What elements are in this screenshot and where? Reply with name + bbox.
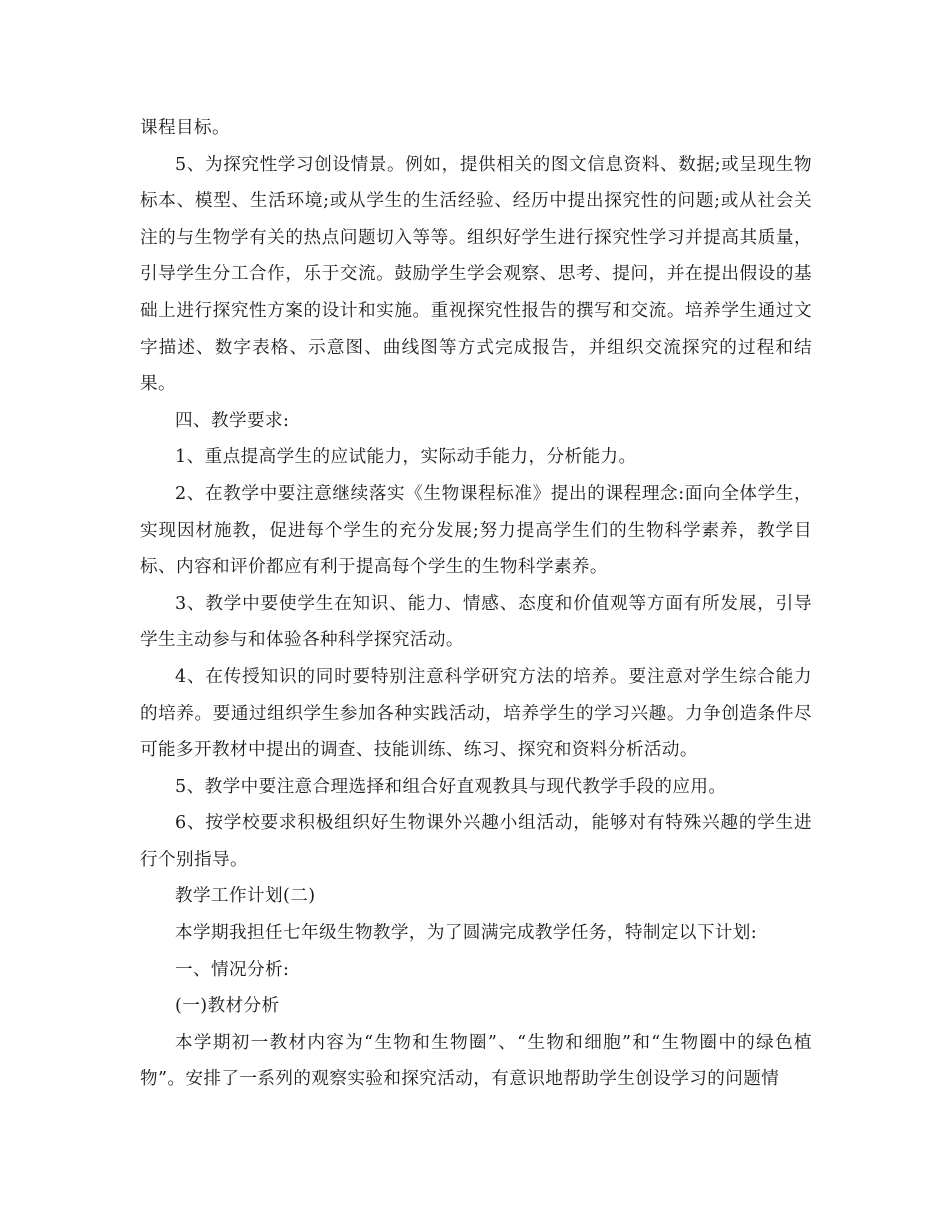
paragraph: 本学期我担任七年级生物教学，为了圆满完成教学任务，特制定以下计划:: [175, 923, 758, 944]
paragraph: 5、为探究性学习创设情景。例如，提供相关的图文信息资料、数据;或呈现生物标本、模型、生活环境;或从学生的生活经验、经历中提出探究性的问题;或从社会关注的与生物学有关的热点问题切入等等。组织好学生进行探究性学习并提高其质量，引导学生分工合作，乐于交流。鼓励学生学会观察、思考、提问，并在提出假设的基础上进行探究性方案的设计和实施。重视探究性报告的撰写和交流。培养学生通过文字描述、数字表格、示意图、曲线图等方式完成报告，并组织交流探究的过程和结果。: [140, 154, 812, 395]
paragraph: 1、重点提高学生的应试能力，实际动手能力，分析能力。: [175, 447, 637, 468]
paragraph: 6、按学校要求积极组织好生物课外兴趣小组活动，能够对有特殊兴趣的学生进行个别指导。: [140, 813, 812, 870]
paragraph: 2、在教学中要注意继续落实《生物课程标准》提出的课程理念:面向全体学生，实现因材施教，促进每个学生的充分发展;努力提高学生们的生物科学素养，教学目标、内容和评价都应有利于提高每个学生的生物科学素养。: [140, 483, 812, 578]
paragraph: 本学期初一教材内容为“生物和生物圈”、“生物和细胞”和“生物圈中的绿色植物”。安排了一系列的观察实验和探究活动，有意识地帮助学生创设学习的问题情: [140, 1032, 812, 1090]
paragraph: 5、教学中要注意合理选择和组合好直观教具与现代教学手段的应用。: [175, 776, 727, 797]
paragraph: 3、教学中要使学生在知识、能力、情感、态度和价值观等方面有所发展，引导学生主动参与和体验各种科学探究活动。: [140, 593, 812, 651]
section-heading: 四、教学要求:: [175, 410, 290, 431]
section-heading: (一)教材分析: [175, 996, 280, 1017]
section-heading: 教学工作计划(二): [175, 886, 316, 907]
paragraph: 4、在传授知识的同时要特别注意科学研究方法的培养。要注意对学生综合能力的培养。要通过组织学生参加各种实践活动，培养学生的学习兴趣。力争创造条件尽可能多开教材中提出的调查、技能训练、练习、探究和资料分析活动。: [140, 666, 812, 761]
section-heading: 一、情况分析:: [175, 959, 290, 980]
document-body: [140, 110, 812, 1098]
paragraph: 课程目标。: [140, 118, 230, 138]
